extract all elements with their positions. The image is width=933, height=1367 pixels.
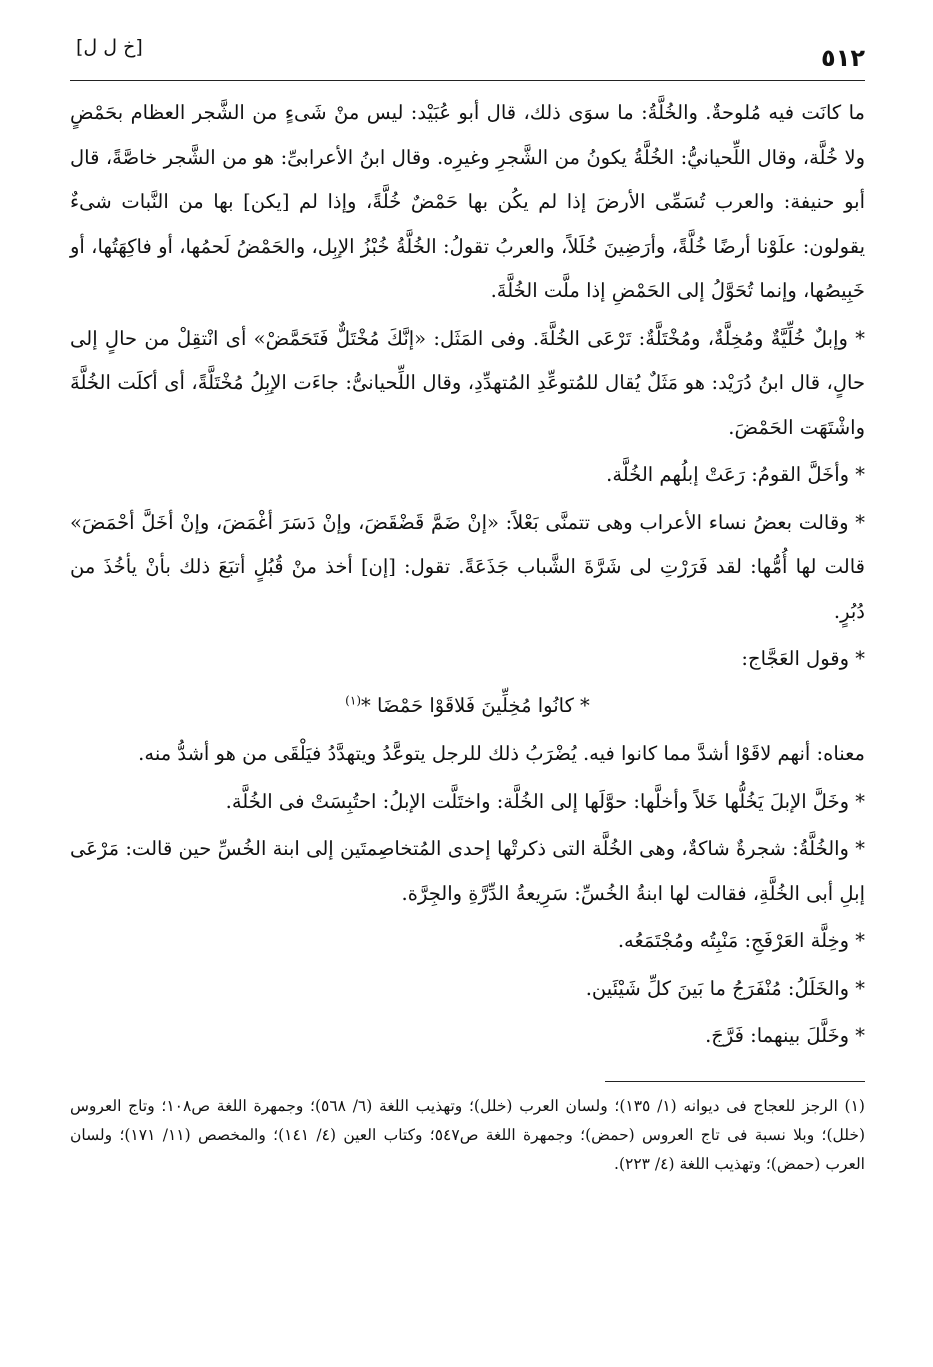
entry-paragraph: * وخَلَّ الإبلَ يَخُلُّها خَلاً وأخلَّها: حوَّلَها إلى الخُلَّة: واختَلَّت الإبلُ: احتُبِسَتْ فى الخُلَّة. [225, 789, 865, 813]
entry-paragraph: * وخَلَّلَ بينهما: فَرَّجَ. [705, 1024, 865, 1047]
paragraph: ما كانَت فيه مُلوحةٌ. والخُلَّةُ: ما سوَى ذلك، قال أبو عُبَيْد: ليس منْ شَىءٍ من الشَّجر العظام بحَمْضٍ ولا خُلَّة، وقال اللِّحيانيُّ: الخُلَّةُ يكونُ من الشَّجرِ وغيرِه. وقال ابنُ الأعرابىِّ: هو من الشَّجر خاصَّةً، قال أبو حنيفة: والعرب تُسَمِّى الأرضَ إذا لم يكُن بها حَمْضٌ خُلَّةً، وإذا لم [يكن] بها من النَّبات شىءٌ يقولون: علَوْنا أرضًا خُلَّةً، وأرَضِينَ خُلَلاً، والعربُ تقولُ: الخُلَّةُ خُبْزُ الإبِل، والحَمْضُ لَحمُها، أو فاكِهَتُها، أو خَبِيصُها، وإنما تُحَوَّلُ إلى الحَمْضِ إذا ملَّت الخُلَّةَ. [70, 101, 865, 302]
footnote-reference[interactable]: (١) [345, 693, 361, 707]
entry-paragraph: * وخِلَّة العَرْفَجِ: مَنْبِتُه ومُجْتَمَعُه. [617, 929, 865, 952]
running-head: [خ ل ل] [76, 36, 143, 58]
entry-paragraph: * وإبلٌ خُلِّيَّةٌ ومُخِلَّةٌ، ومُخْتَلَّةٌ: تَرْعَى الخُلَّةَ. وفى المَثَل: «إنَّكَ مُخْتَلٌّ فَتَحَمَّضْ» أى انْتقِلْ من حالٍ إلى حالٍ، قال ابنُ دُرَيْد: هو مَثَلٌ يُقال للمُتوعِّدِ المُتهدِّدِ، وقال اللِّحيانىُّ: جاءَت الإبِلُ مُخْتَلَّةً، أى أكلَت الخُلَّةَ واشْتَهَت الحَمْضَ. [70, 326, 865, 439]
entry-paragraph: * والخَلَلُ: مُنْفَرَجُ ما بَينَ كلِّ شَيْئَين. [585, 976, 865, 1000]
entry-paragraph: * والخُلَّةُ: شجرةٌ شاكةٌ، وهى الخُلَّة التى ذكرتْها إحدى المُتخاصِمتَين إلى ابنة الخُسِّ حين قالت: مَرْعَى إبلِ أبى الخُلَّةِ، فقالت لها ابنةُ الخُسِّ: سَرِيعةُ الدِّرَّةِ والجِرَّة. [70, 837, 865, 905]
page-number: ٥١٢ [821, 44, 865, 72]
entry-paragraph: * وقالت بعضُ نساء الأعراب وهى تتمنَّى بَعْلاً: «إنْ ضَمَّ قَضْقَضَ، وإنْ دَسَرَ أغْمَضَ، وإنْ أخَلَّ أحْمَضَ» قالت لها أُمُّها: لقد فَرَرْتِ لى شَرَّةَ الشَّباب جَذَعَةً. تقول: [إن] أخذ منْ قُبُلٍ أتبَعَ ذلك بأنْ يأخُذَ من دُبُرٍ. [70, 510, 865, 623]
footnotes [70, 1092, 865, 1179]
verse-line [70, 684, 865, 729]
footnote: (١) الرجز للعجاج فى ديوانه (١/ ١٣٥)؛ ولسان العرب (خلل)؛ وتهذيب اللغة (٦/ ٥٦٨)؛ وجمهرة اللغة ص١٠٨؛ وتاج العروس (خلل)؛ وبلا نسبة فى تاج العروس (حمض)؛ وجمهرة اللغة ص٥٤٧؛ وكتاب العين (٤/ ١٤١)؛ والمخصص (١١/ ١٧١)؛ ولسان العرب (حمض)؛ وتهذيب اللغة (٤/ ٢٢٣). [70, 1096, 865, 1173]
footnote-divider [605, 1081, 865, 1082]
entry-paragraph: * وأخَلَّ القومُ: رَعَتْ إبلُهم الخُلَّة. [606, 463, 865, 486]
dictionary-page [70, 28, 865, 1179]
verse-text: * كانُوا مُخِلِّينَ فَلاقَوْا حَمْضَا * [361, 693, 590, 717]
main-text [70, 91, 865, 1059]
entry-paragraph: * وقول العَجَّاج: [741, 647, 865, 670]
page-header [70, 28, 865, 81]
paragraph: معناه: أنهم لاقَوْا أشدَّ مما كانوا فيه. يُضْرَبُ ذلك للرجل يتوعَّدُ ويتهدَّدُ فيَلْقَى من هو أشدُّ منه. [138, 742, 865, 765]
